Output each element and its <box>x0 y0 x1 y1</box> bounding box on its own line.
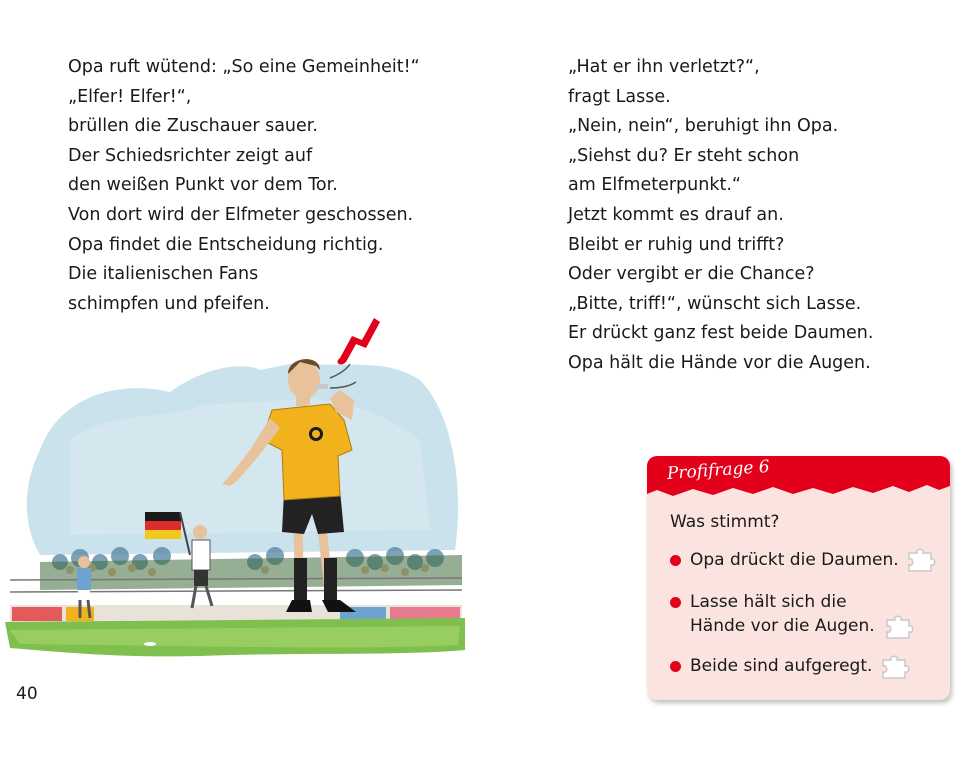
text-line: „Nein, nein“, beruhigt ihn Opa. <box>568 116 839 137</box>
text-line: schimpfen und pfeifen. <box>68 293 270 314</box>
text-line: fragt Lasse. <box>568 86 671 107</box>
text-line: „Siehst du? Er steht schon <box>568 145 800 166</box>
answer-text: Hände vor die Augen. <box>690 616 875 636</box>
text-line: Opa ruft wütend: „So eine Gemeinheit!“ <box>68 57 420 77</box>
text-line: Er drückt ganz fest beide Daumen. <box>568 323 874 344</box>
text-line: Die italienischen Fans <box>68 264 259 285</box>
referee-badge-inner <box>312 430 320 438</box>
page-number: 40 <box>16 684 38 704</box>
profifrage-card <box>647 456 950 700</box>
card-question: Was stimmt? <box>670 512 780 532</box>
referee-sock <box>324 558 337 602</box>
text-line: „Elfer! Elfer!“, <box>68 86 192 107</box>
puzzle-piece-icon <box>879 654 911 682</box>
text-line: „Hat er ihn verletzt?“, <box>568 57 760 77</box>
text-line: Oder vergibt er die Chance? <box>568 264 815 285</box>
whistle <box>316 384 328 389</box>
text-line: Opa findet die Entscheidung richtig. <box>68 234 384 255</box>
text-line: Bleibt er ruhig und trifft? <box>568 234 785 255</box>
bullet-dot-icon <box>670 661 681 672</box>
puzzle-piece-icon <box>905 547 937 575</box>
bullet-dot-icon <box>670 555 681 566</box>
puzzle-piece-icon <box>883 614 915 642</box>
answer-text: Opa drückt die Daumen. <box>690 550 899 570</box>
text-line: den weißen Punkt vor dem Tor. <box>68 175 338 196</box>
fence-line <box>10 590 462 592</box>
text-line: Der Schiedsrichter zeigt auf <box>68 145 313 166</box>
referee-illustration <box>0 300 470 680</box>
text-line: „Bitte, triff!“, wünscht sich Lasse. <box>568 293 862 314</box>
referee-sock <box>294 558 307 602</box>
bullet-dot-icon <box>670 597 681 608</box>
text-line: brüllen die Zuschauer sauer. <box>68 116 318 137</box>
text-line: Von dort wird der Elfmeter geschossen. <box>68 204 414 225</box>
ad-board-red <box>12 607 62 621</box>
music-note-icon <box>338 318 380 365</box>
penalty-spot <box>144 642 156 646</box>
right-text-column <box>568 53 873 379</box>
left-text-column <box>68 53 420 319</box>
card-title: Profifrage 6 <box>666 456 771 484</box>
referee-shoe <box>286 600 312 612</box>
sky-wash-light <box>70 399 430 535</box>
answer-text: Lasse hält sich die <box>690 592 847 612</box>
text-line: Jetzt kommt es drauf an. <box>568 204 784 225</box>
answer-text: Beide sind aufgeregt. <box>690 656 873 676</box>
text-line: am Elfmeterpunkt.“ <box>568 175 741 196</box>
text-line: Opa hält die Hände vor die Augen. <box>568 352 871 373</box>
